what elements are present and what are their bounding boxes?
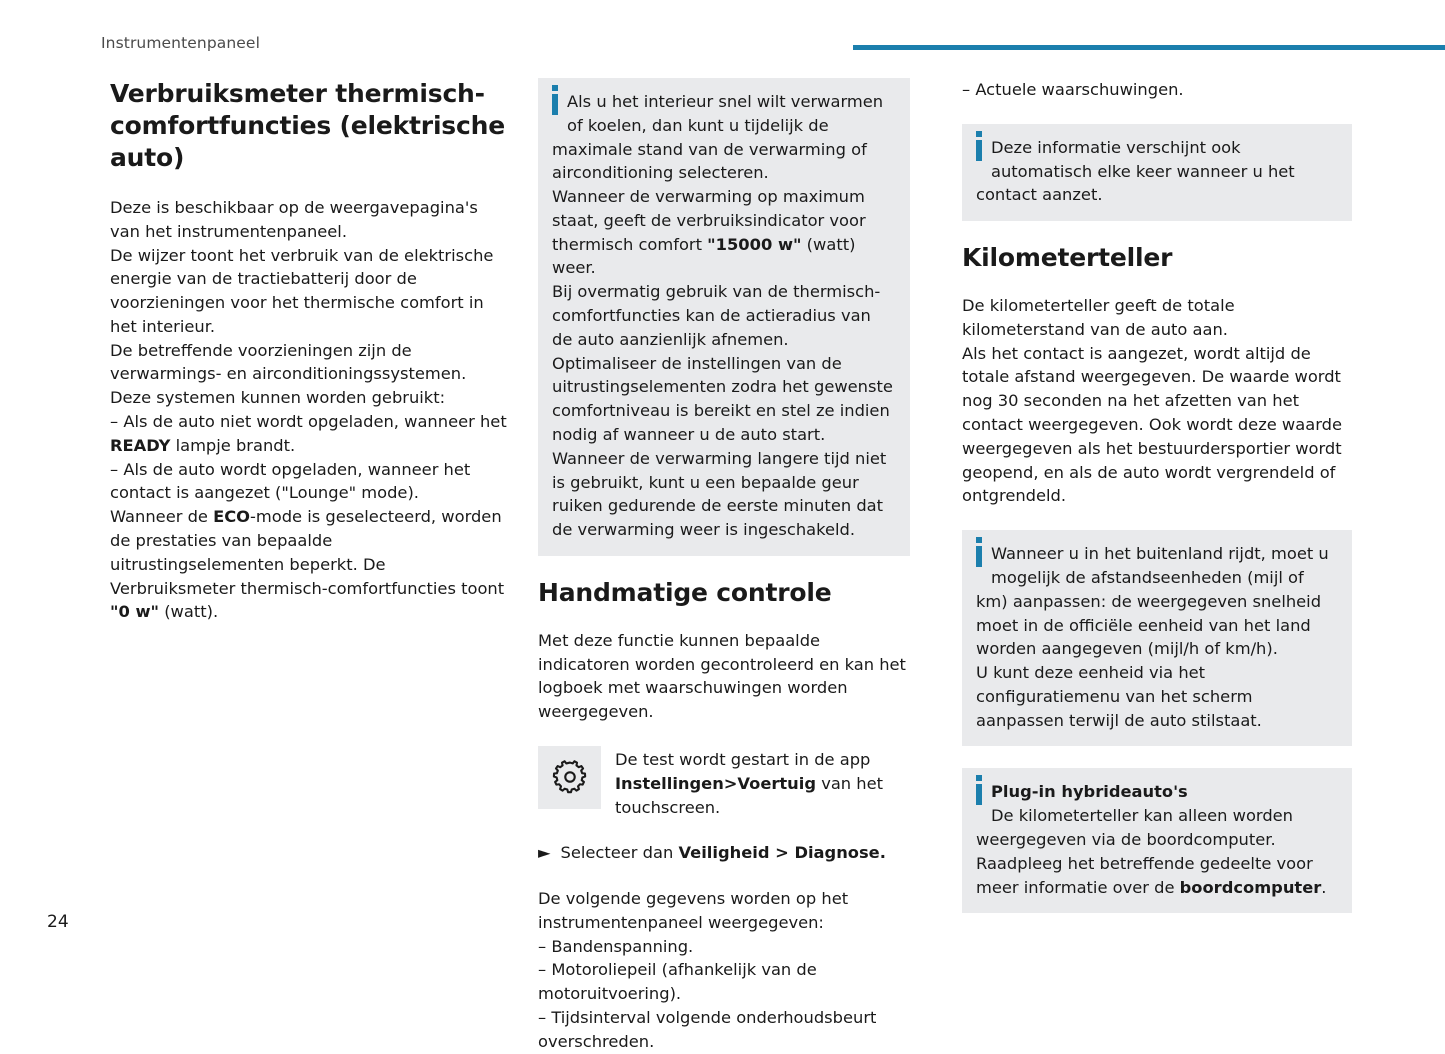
header-title: Instrumentenpaneel xyxy=(101,34,260,52)
section-heading-handmatige-controle: Handmatige controle xyxy=(538,577,832,607)
paragraph-text-end: (watt). xyxy=(159,602,219,622)
list-item: – Actuele waarschuwingen. xyxy=(962,80,1184,99)
page-number: 24 xyxy=(47,912,69,932)
gear-text-pre: De test wordt gestart in de app xyxy=(615,749,871,769)
action-step xyxy=(538,841,910,865)
section-heading-kilometerteller: Kilometerteller xyxy=(962,243,1173,273)
info-box-paragraph: Bij overmatig gebruik van de thermisch-comfortfuncties kan de actieradius van de auto aanzienlijk afnemen. xyxy=(552,282,881,349)
gear-text-post: van het touchscreen. xyxy=(615,773,884,817)
info-icon xyxy=(976,542,991,570)
list-item: – Bandenspanning. xyxy=(538,936,694,956)
info-box-paragraph xyxy=(976,852,1338,900)
gear-instruction-row xyxy=(538,746,910,819)
info-box-title: Plug-in hybrideauto's xyxy=(991,782,1188,802)
info-box-paragraph: Optimaliseer de instellingen van de uitrustingselementen zodra het gewenste comfortniveau is bereikt en stel ze indien nodig af wanneer u de auto start. xyxy=(552,353,893,444)
info-box xyxy=(962,124,1352,221)
page-header xyxy=(0,34,1445,58)
info-box-paragraph: De kilometerteller kan alleen worden weergegeven via de boordcomputer. xyxy=(976,806,1293,849)
list-item: – Als de auto wordt opgeladen, wanneer het contact is aangezet ("Lounge" mode). xyxy=(110,459,471,503)
paragraph-text-mid: -mode is geselecteerd, worden de prestaties van bepaalde uitrustingselementen beperkt. De Verbruiksmeter thermisch-comfortfuncties toont xyxy=(110,507,505,598)
list-item xyxy=(110,410,510,458)
action-step-text xyxy=(561,841,886,865)
paragraph: De wijzer toont het verbruik van de elektrische energie van de tractiebatterij door de voorzieningen voor het thermische comfort in het interieur. xyxy=(110,245,494,336)
paragraph-text: Wanneer de xyxy=(110,507,214,527)
info-box xyxy=(962,530,1352,746)
info-box-emphasis: boordcomputer xyxy=(1179,877,1322,897)
info-box-value: "15000 w" xyxy=(707,234,802,254)
paragraph-emphasis-value: "0 w" xyxy=(110,602,160,622)
info-box-text: Wanneer u in het buitenland rijdt, moet u mogelijk de afstandseenheden (mijl of km) aanpassen: de weergegeven snelheid moet in de officiële eenheid van het land worden aangegeven (mijl/h of km/h). xyxy=(976,544,1329,659)
info-box-paragraph xyxy=(976,542,1338,661)
info-box-paragraph xyxy=(552,185,896,280)
page-title: Verbruiksmeter thermisch-comfortfuncties (elektrische auto) xyxy=(110,79,505,172)
info-box-text: Deze informatie verschijnt ook automatisch elke keer wanneer u het contact aanzet. xyxy=(976,137,1295,205)
info-box xyxy=(538,78,910,556)
info-icon xyxy=(976,136,991,164)
column-three xyxy=(962,78,1352,913)
gear-icon xyxy=(538,746,601,809)
column-two xyxy=(538,78,910,1054)
list-item-emphasis: READY xyxy=(110,435,171,455)
info-box-paragraph xyxy=(552,90,896,185)
arrow-right-icon: ► xyxy=(538,843,551,863)
info-box-paragraph xyxy=(976,780,1338,804)
gear-instruction-text xyxy=(615,746,910,819)
header-rule xyxy=(853,45,1445,50)
list-item: – Tijdsinterval volgende onderhoudsbeurt overschreden. xyxy=(538,1008,877,1051)
paragraph: Als het contact is aangezet, wordt altijd de totale afstand weergegeven. De waarde wordt nog 30 seconden na het afzetten van het contact weergegeven. Ook wordt deze waarde weergegeven als het bestuurdersportier wordt geopend, en als de auto wordt vergrendeld of ontgrendeld. xyxy=(962,343,1342,506)
info-box-text: Wanneer de verwarming op maximum staat, geeft de verbruiksindicator voor thermisch comfort xyxy=(552,187,866,254)
info-box xyxy=(962,768,1352,913)
paragraph: De betreffende voorzieningen zijn de verwarmings- en airconditioningssystemen. xyxy=(110,340,467,384)
info-box-paragraph: U kunt deze eenheid via het configuratiemenu van het scherm aanpassen terwijl de auto stilstaat. xyxy=(976,663,1262,730)
list-item: – Motoroliepeil (afhankelijk van de motoruitvoering). xyxy=(538,960,817,1004)
column-one xyxy=(110,78,510,624)
list-item-text-end: lampje brandt. xyxy=(170,435,296,455)
paragraph: Deze systemen kunnen worden gebruikt: xyxy=(110,388,446,408)
info-box-text-end: . xyxy=(1321,877,1327,897)
info-box-text: Als u het interieur snel wilt verwarmen of koelen, dan kunt u tijdelijk de maximale stand van de verwarming of airconditioning selecteren. xyxy=(552,92,884,183)
info-box-text: Raadpleeg het betreffende gedeelte voor meer informatie over de xyxy=(976,853,1313,897)
info-box-paragraph xyxy=(976,136,1338,207)
info-box-paragraph: Wanneer de verwarming langere tijd niet is gebruikt, kunt u een bepaalde geur ruiken gedurende de eerste minuten dat de verwarming weer is ingeschakeld. xyxy=(552,448,887,540)
action-step-path: Veiligheid > Diagnose. xyxy=(678,843,886,863)
info-box-text-end: (watt) weer. xyxy=(552,234,856,278)
list-item-text: – Als de auto niet wordt opgeladen, wanneer het xyxy=(110,412,507,432)
gear-text-path: Instellingen>Voertuig xyxy=(615,773,817,793)
paragraph: De volgende gegevens worden op het instrumentenpaneel weergegeven: xyxy=(538,889,849,932)
paragraph: Deze is beschikbaar op de weergavepagina's van het instrumentenpaneel. xyxy=(110,198,478,241)
paragraph: De kilometerteller geeft de totale kilometerstand van de auto aan. xyxy=(962,296,1235,339)
info-icon xyxy=(976,780,991,808)
paragraph-emphasis: ECO xyxy=(213,507,251,527)
paragraph xyxy=(110,505,510,624)
info-icon xyxy=(552,90,567,118)
action-step-pre: Selecteer dan xyxy=(560,843,679,863)
paragraph: Met deze functie kunnen bepaalde indicatoren worden gecontroleerd en kan het logboek met waarschuwingen worden weergegeven. xyxy=(538,630,906,722)
